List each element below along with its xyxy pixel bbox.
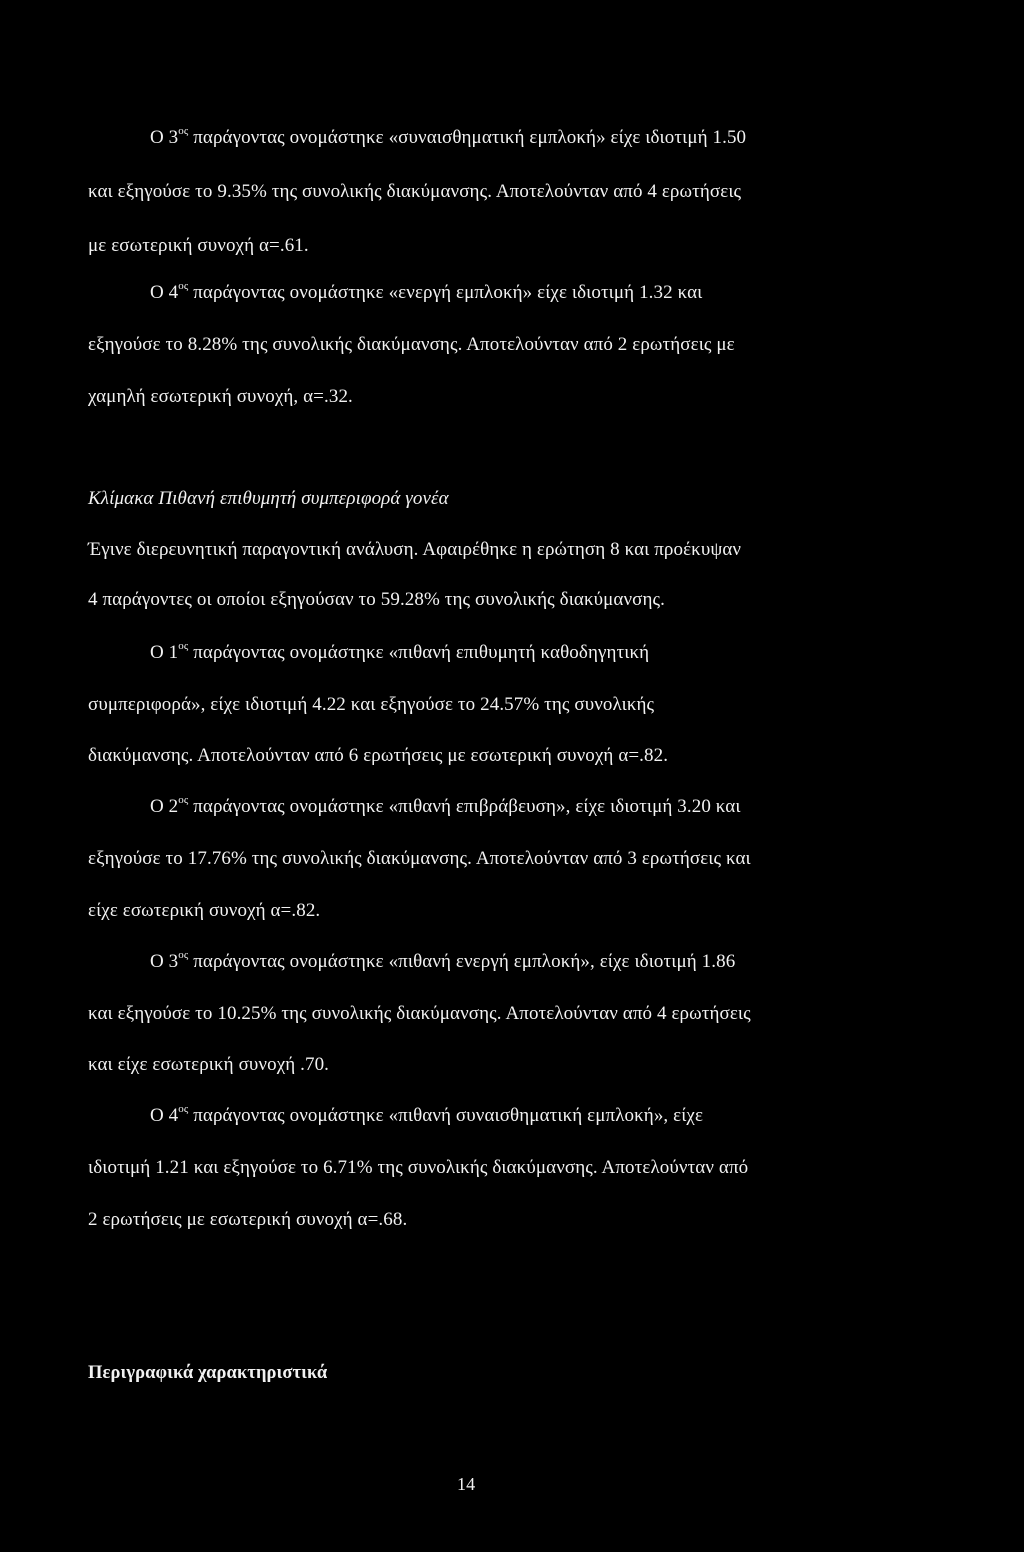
paragraph-line: Ο $4^{o\varsigma}$ παράγοντας ονομάστηκε «ενεργή εμπλοκή» είχε ιδιοτιμή 1.32 και <box>150 279 703 303</box>
paragraph-line: χαμηλή εσωτερική συνοχή, α=.32. <box>88 386 353 407</box>
section-intro-line: 4 παράγοντες οι οποίοι εξηγούσαν το 59.28% της συνολικής διακύμανσης. <box>88 589 666 610</box>
paragraph-line: με εσωτερική συνοχή α=.61. <box>88 235 309 256</box>
factor-line: συμπεριφορά», είχε ιδιοτιμή 4.22 και εξηγούσε το 24.57% της συνολικής <box>88 694 655 715</box>
factor-line: και εξηγούσε το 10.25% της συνολικής διακύμανσης. Αποτελούνταν από 4 ερωτήσεις <box>88 1003 751 1024</box>
factor-line: διακύμανσης. Αποτελούνταν από 6 ερωτήσεις με εσωτερική συνοχή α=.82. <box>88 745 669 766</box>
paragraph-line: εξηγούσε το 8.28% της συνολικής διακύμανσης. Αποτελούνταν από 2 ερωτήσεις με <box>88 334 735 355</box>
factor-line: ιδιοτιμή 1.21 και εξηγούσε το 6.71% της συνολικής διακύμανσης. Αποτελούνταν από <box>88 1157 749 1178</box>
factor-line: και είχε εσωτερική συνοχή .70. <box>88 1054 330 1075</box>
factor-line: Ο $3^{o\varsigma}$ παράγοντας ονομάστηκε «πιθανή ενεργή εμπλοκή», είχε ιδιοτιμή 1.86 <box>150 948 736 972</box>
factor-line: Ο $1^{o\varsigma}$ παράγοντας ονομάστηκε «πιθανή επιθυμητή καθοδηγητική <box>150 639 650 663</box>
factor-line: Ο $2^{o\varsigma}$ παράγοντας ονομάστηκε «πιθανή επιβράβευση», είχε ιδιοτιμή 3.20 και <box>150 793 741 817</box>
factor-line: 2 ερωτήσεις με εσωτερική συνοχή α=.68. <box>88 1209 408 1230</box>
paragraph-line: και εξηγούσε το 9.35% της συνολικής διακύμανσης. Αποτελούνταν από 4 ερωτήσεις <box>88 181 742 202</box>
section-intro-line: Έγινε διερευνητική παραγοντική ανάλυση. Αφαιρέθηκε η ερώτηση 8 και προέκυψαν <box>88 539 742 560</box>
factor-line: είχε εσωτερική συνοχή α=.82. <box>88 900 321 921</box>
factor-line: Ο $4^{o\varsigma}$ παράγοντας ονομάστηκε «πιθανή συναισθηματική εμπλοκή», είχε <box>150 1102 704 1126</box>
page-number: 14 <box>457 1474 476 1494</box>
paragraph-line: Ο $3^{o\varsigma}$ παράγοντας ονομάστηκε «συναισθηματική εμπλοκή» είχε ιδιοτιμή 1.50 <box>150 124 747 148</box>
section-heading: Κλίμακα Πιθανή επιθυμητή συμπεριφορά γονέα <box>88 488 449 509</box>
factor-line: εξηγούσε το 17.76% της συνολικής διακύμανσης. Αποτελούνταν από 3 ερωτήσεις και <box>88 848 751 869</box>
next-section-heading: Περιγραφικά χαρακτηριστικά <box>88 1363 328 1383</box>
